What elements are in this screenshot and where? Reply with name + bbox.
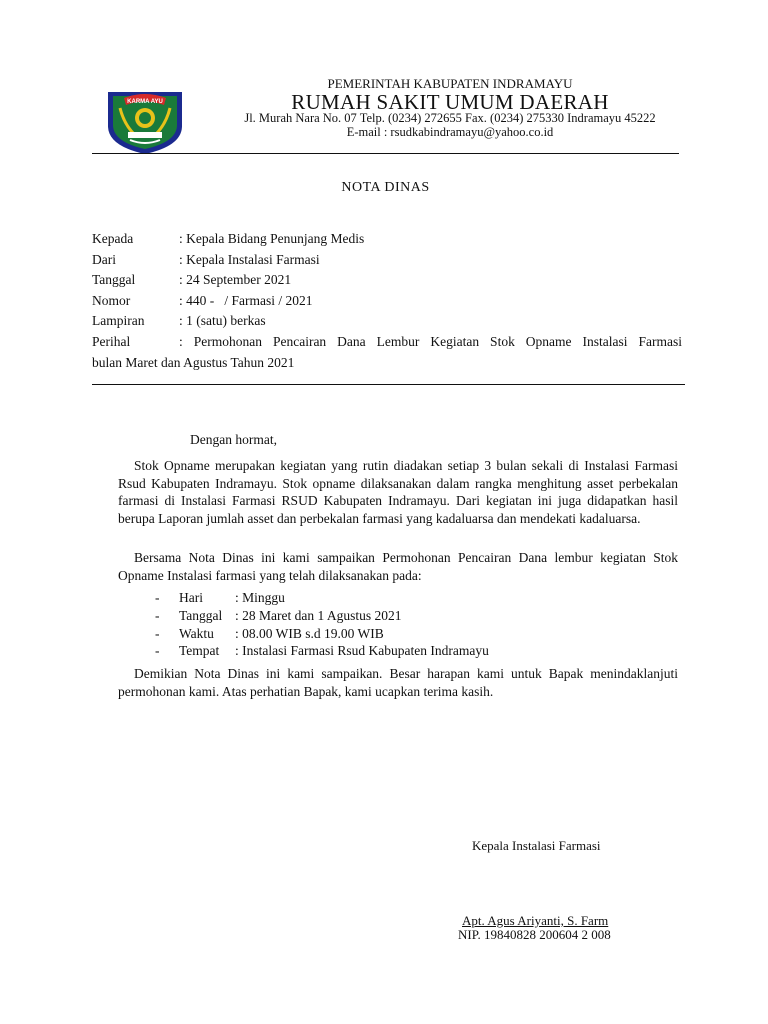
meta-label: Dari	[92, 251, 116, 267]
document-title: NOTA DINAS	[341, 180, 430, 195]
signature-title: Kepala Instalasi Farmasi	[472, 838, 601, 853]
meta-divider	[92, 384, 685, 385]
list-item	[155, 589, 555, 607]
signature-name: Apt. Agus Ariyanti, S. Farm	[462, 913, 609, 928]
meta-label: Tanggal	[92, 272, 136, 288]
detail-value: : Minggu	[235, 590, 285, 605]
list-dash: -	[155, 625, 160, 641]
paragraph-intro-text: Stok Opname merupakan kegiatan yang rutin diadakan setiap 3 bulan sekali di Instalasi Farmasi Rsud Kabupaten Indramayu. Stok opname dilaksanakan dalam rangka menghitung asset perbekalan farmasi di Instalasi Farmasi RSUD Kabupaten Indramayu. Dari kegiatan ini juga didapatkan hasil berupa Laporan jumlah asset dan perbekalan farmasi yang kadaluarsa dan mendekati kadaluarsa.	[118, 458, 678, 526]
meta-row-perihal	[92, 334, 682, 355]
meta-label: Kepada	[92, 231, 134, 246]
meta-value: : 440 - / Farmasi / 2021	[179, 292, 313, 308]
meta-value: : Kepala Instalasi Farmasi	[179, 251, 320, 267]
detail-key: Tempat	[179, 643, 220, 659]
header-hospital-name: RUMAH SAKIT UMUM DAERAH	[291, 90, 609, 114]
header-government-line: PEMERINTAH KABUPATEN INDRAMAYU	[327, 76, 573, 91]
perihal-value: : Permohonan Pencairan Dana Lembur Kegiatan Stok Opname Instalasi Farmasi	[179, 333, 682, 349]
memo-meta-block	[92, 231, 682, 375]
list-item	[155, 642, 555, 660]
detail-key: Hari	[179, 590, 203, 605]
paragraph-request-text: Bersama Nota Dinas ini kami sampaikan Permohonan Pencairan Dana lembur kegiatan Stok Opname Instalasi farmasi yang telah dilaksanakan pada:	[118, 550, 678, 583]
paragraph-closing	[118, 665, 678, 700]
perihal-continuation: bulan Maret dan Agustus Tahun 2021	[92, 354, 295, 370]
paragraph-request	[118, 549, 678, 584]
meta-value: : Kepala Bidang Penunjang Medis	[179, 231, 365, 246]
list-item	[155, 607, 555, 625]
paragraph-intro	[118, 457, 678, 527]
list-dash: -	[155, 643, 160, 659]
meta-row-nomor	[92, 293, 682, 314]
meta-label: Nomor	[92, 292, 131, 308]
meta-label: Perihal	[92, 333, 131, 349]
detail-value: : Instalasi Farmasi Rsud Kabupaten Indramayu	[235, 643, 489, 659]
header-divider	[92, 153, 679, 154]
meta-row-dari	[92, 252, 682, 273]
list-dash: -	[155, 607, 160, 623]
regency-emblem-logo	[104, 86, 186, 156]
logo-banner-text: KARMA AYU	[127, 99, 163, 105]
greeting: Dengan hormat,	[190, 432, 277, 447]
detail-key: Waktu	[179, 625, 214, 641]
detail-value: : 08.00 WIB s.d 19.00 WIB	[235, 625, 384, 641]
header-address: Jl. Murah Nara No. 07 Telp. (0234) 272655 Fax. (0234) 275330 Indramayu 45222	[244, 111, 656, 125]
meta-value: : 1 (satu) berkas	[179, 313, 266, 329]
activity-details-list	[155, 589, 555, 660]
header-email: E-mail : rsudkabindramayu@yahoo.co.id	[346, 125, 554, 139]
meta-row-kepada	[92, 231, 682, 252]
list-item	[155, 625, 555, 643]
meta-value: : 24 September 2021	[179, 272, 292, 288]
detail-value: : 28 Maret dan 1 Agustus 2021	[235, 607, 402, 623]
paragraph-closing-text: Demikian Nota Dinas ini kami sampaikan. Besar harapan kami untuk Bapak menindaklanjuti permohonan kami. Atas perhatian Bapak, kami ucapkan terima kasih.	[118, 666, 678, 699]
meta-row-lampiran	[92, 313, 682, 334]
meta-row-tanggal	[92, 272, 682, 293]
list-dash: -	[155, 590, 160, 605]
detail-key: Tanggal	[179, 607, 223, 623]
meta-label: Lampiran	[92, 313, 145, 329]
signature-nip: NIP. 19840828 200604 2 008	[458, 927, 611, 942]
